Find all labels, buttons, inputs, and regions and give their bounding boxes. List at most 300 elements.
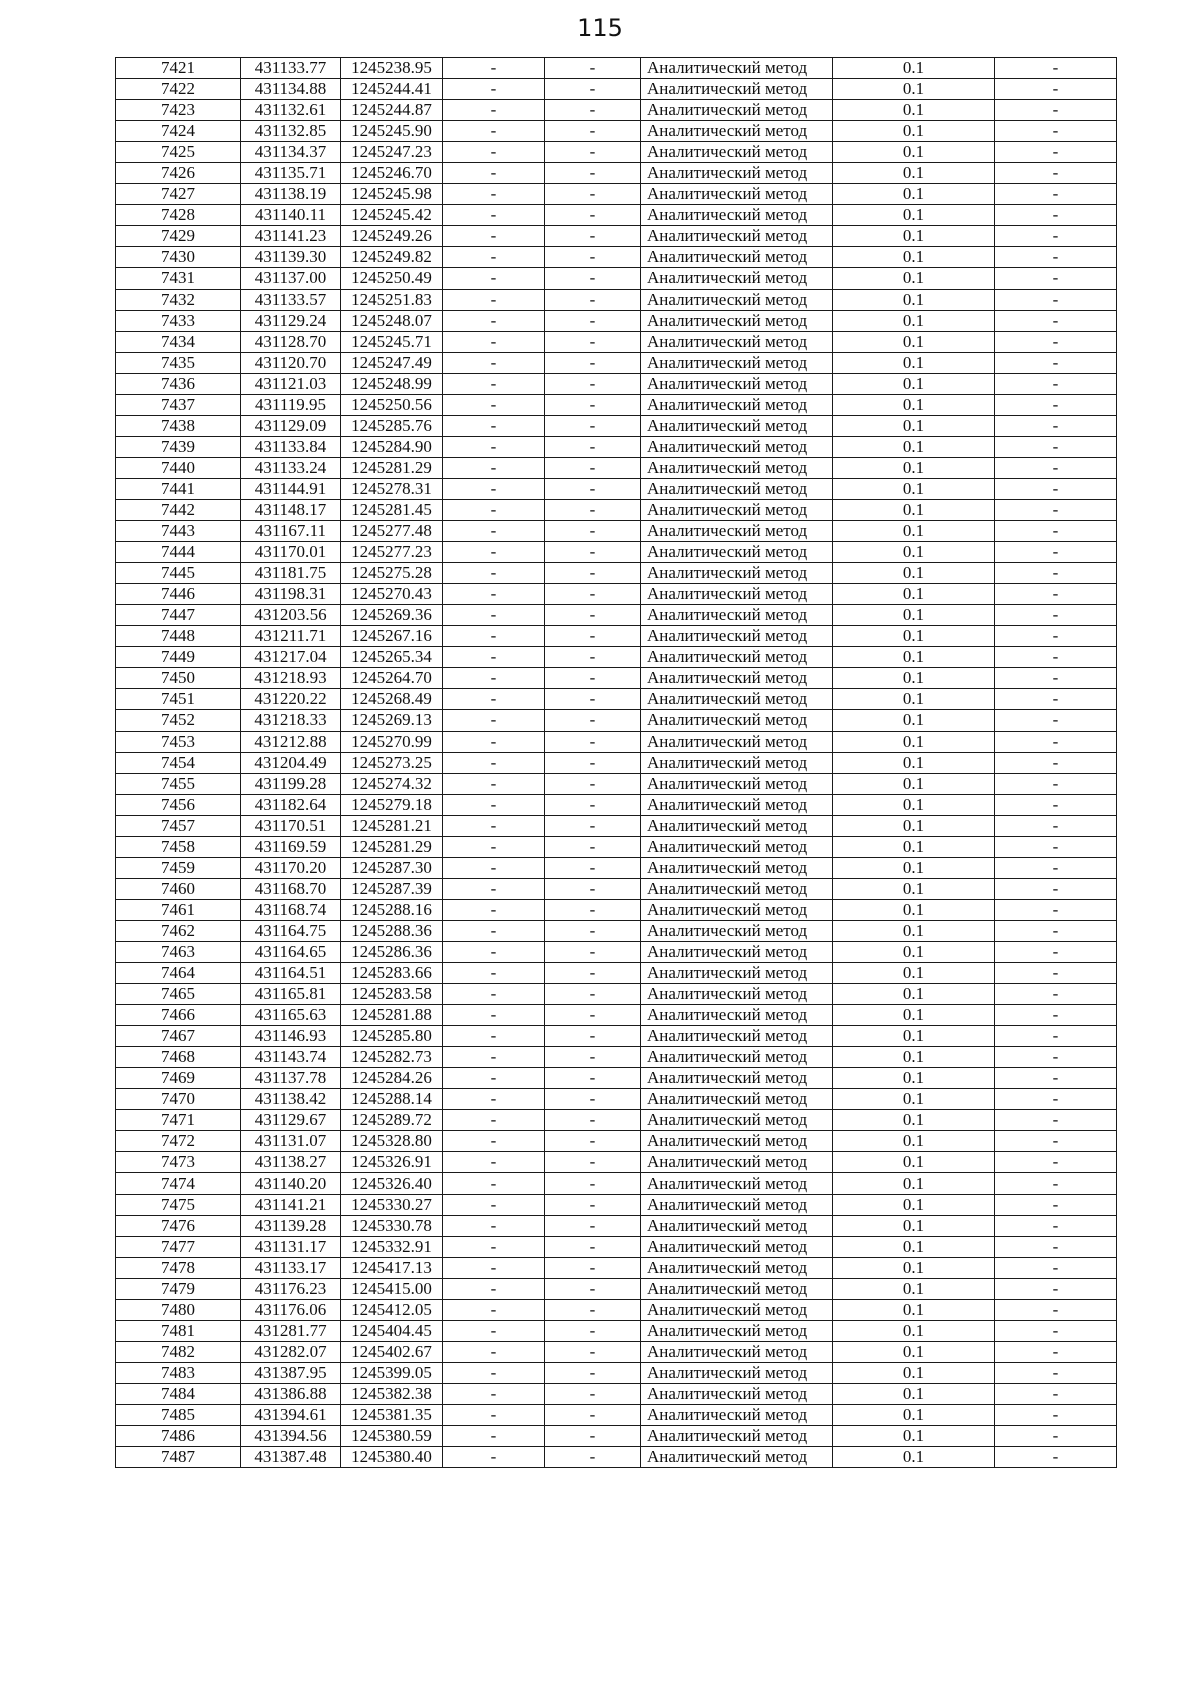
point-number-cell: 7469: [116, 1068, 241, 1089]
table-row: [116, 689, 1117, 710]
accuracy-cell: 0.1: [833, 121, 995, 142]
dash-cell: -: [443, 1110, 545, 1131]
accuracy-cell: 0.1: [833, 1236, 995, 1257]
method-cell: Аналитический метод: [641, 163, 833, 184]
accuracy-cell: 0.1: [833, 984, 995, 1005]
table-row: [116, 752, 1117, 773]
dash-cell: -: [443, 121, 545, 142]
dash-cell: -: [443, 1320, 545, 1341]
table-row: [116, 605, 1117, 626]
x-coordinate-cell: 431182.64: [241, 794, 341, 815]
dash-cell: -: [545, 689, 641, 710]
y-coordinate-cell: 1245285.80: [341, 1026, 443, 1047]
dash-cell: -: [995, 1362, 1117, 1383]
method-cell: Аналитический метод: [641, 1405, 833, 1426]
accuracy-cell: 0.1: [833, 142, 995, 163]
table-row: [116, 563, 1117, 584]
dash-cell: -: [443, 773, 545, 794]
table-row: [116, 268, 1117, 289]
dash-cell: -: [995, 1215, 1117, 1236]
accuracy-cell: 0.1: [833, 836, 995, 857]
y-coordinate-cell: 1245382.38: [341, 1383, 443, 1404]
dash-cell: -: [995, 563, 1117, 584]
method-cell: Аналитический метод: [641, 857, 833, 878]
x-coordinate-cell: 431143.74: [241, 1047, 341, 1068]
dash-cell: -: [443, 899, 545, 920]
accuracy-cell: 0.1: [833, 710, 995, 731]
method-cell: Аналитический метод: [641, 668, 833, 689]
method-cell: Аналитический метод: [641, 1426, 833, 1447]
dash-cell: -: [545, 1131, 641, 1152]
dash-cell: -: [443, 857, 545, 878]
dash-cell: -: [545, 436, 641, 457]
dash-cell: -: [545, 1089, 641, 1110]
table-row: [116, 1173, 1117, 1194]
table-row: [116, 1068, 1117, 1089]
point-number-cell: 7448: [116, 626, 241, 647]
dash-cell: -: [443, 1026, 545, 1047]
dash-cell: -: [545, 963, 641, 984]
accuracy-cell: 0.1: [833, 920, 995, 941]
dash-cell: -: [443, 1447, 545, 1468]
dash-cell: -: [443, 878, 545, 899]
method-cell: Аналитический метод: [641, 899, 833, 920]
accuracy-cell: 0.1: [833, 478, 995, 499]
point-number-cell: 7428: [116, 205, 241, 226]
point-number-cell: 7427: [116, 184, 241, 205]
method-cell: Аналитический метод: [641, 373, 833, 394]
dash-cell: -: [443, 310, 545, 331]
method-cell: Аналитический метод: [641, 394, 833, 415]
x-coordinate-cell: 431212.88: [241, 731, 341, 752]
y-coordinate-cell: 1245251.83: [341, 289, 443, 310]
accuracy-cell: 0.1: [833, 1299, 995, 1320]
point-number-cell: 7450: [116, 668, 241, 689]
dash-cell: -: [995, 1047, 1117, 1068]
dash-cell: -: [995, 478, 1117, 499]
x-coordinate-cell: 431170.51: [241, 815, 341, 836]
point-number-cell: 7429: [116, 226, 241, 247]
y-coordinate-cell: 1245247.23: [341, 142, 443, 163]
point-number-cell: 7434: [116, 331, 241, 352]
table-row: [116, 1005, 1117, 1026]
y-coordinate-cell: 1245279.18: [341, 794, 443, 815]
dash-cell: -: [545, 373, 641, 394]
dash-cell: -: [545, 1362, 641, 1383]
point-number-cell: 7442: [116, 499, 241, 520]
x-coordinate-cell: 431220.22: [241, 689, 341, 710]
dash-cell: -: [545, 268, 641, 289]
y-coordinate-cell: 1245244.87: [341, 100, 443, 121]
method-cell: Аналитический метод: [641, 352, 833, 373]
dash-cell: -: [545, 1278, 641, 1299]
method-cell: Аналитический метод: [641, 1257, 833, 1278]
dash-cell: -: [995, 1026, 1117, 1047]
x-coordinate-cell: 431132.85: [241, 121, 341, 142]
dash-cell: -: [995, 289, 1117, 310]
point-number-cell: 7468: [116, 1047, 241, 1068]
accuracy-cell: 0.1: [833, 205, 995, 226]
point-number-cell: 7445: [116, 563, 241, 584]
table-row: [116, 163, 1117, 184]
y-coordinate-cell: 1245326.40: [341, 1173, 443, 1194]
method-cell: Аналитический метод: [641, 1194, 833, 1215]
table-row: [116, 1383, 1117, 1404]
dash-cell: -: [545, 984, 641, 1005]
point-number-cell: 7485: [116, 1405, 241, 1426]
point-number-cell: 7466: [116, 1005, 241, 1026]
point-number-cell: 7463: [116, 941, 241, 962]
y-coordinate-cell: 1245402.67: [341, 1341, 443, 1362]
point-number-cell: 7460: [116, 878, 241, 899]
table-row: [116, 1299, 1117, 1320]
accuracy-cell: 0.1: [833, 857, 995, 878]
point-number-cell: 7482: [116, 1341, 241, 1362]
point-number-cell: 7424: [116, 121, 241, 142]
y-coordinate-cell: 1245275.28: [341, 563, 443, 584]
dash-cell: -: [545, 878, 641, 899]
x-coordinate-cell: 431139.28: [241, 1215, 341, 1236]
dash-cell: -: [443, 1131, 545, 1152]
dash-cell: -: [995, 941, 1117, 962]
x-coordinate-cell: 431135.71: [241, 163, 341, 184]
dash-cell: -: [995, 247, 1117, 268]
point-number-cell: 7431: [116, 268, 241, 289]
y-coordinate-cell: 1245267.16: [341, 626, 443, 647]
accuracy-cell: 0.1: [833, 1089, 995, 1110]
x-coordinate-cell: 431387.48: [241, 1447, 341, 1468]
dash-cell: -: [545, 1426, 641, 1447]
y-coordinate-cell: 1245415.00: [341, 1278, 443, 1299]
point-number-cell: 7462: [116, 920, 241, 941]
y-coordinate-cell: 1245328.80: [341, 1131, 443, 1152]
method-cell: Аналитический метод: [641, 1068, 833, 1089]
y-coordinate-cell: 1245287.39: [341, 878, 443, 899]
table-row: [116, 941, 1117, 962]
accuracy-cell: 0.1: [833, 331, 995, 352]
dash-cell: -: [995, 1068, 1117, 1089]
method-cell: Аналитический метод: [641, 984, 833, 1005]
table-row: [116, 857, 1117, 878]
page-number: 115: [577, 14, 623, 42]
dash-cell: -: [443, 394, 545, 415]
table-row: [116, 205, 1117, 226]
x-coordinate-cell: 431164.75: [241, 920, 341, 941]
dash-cell: -: [995, 1110, 1117, 1131]
x-coordinate-cell: 431217.04: [241, 647, 341, 668]
y-coordinate-cell: 1245330.27: [341, 1194, 443, 1215]
dash-cell: -: [995, 1173, 1117, 1194]
dash-cell: -: [443, 268, 545, 289]
method-cell: Аналитический метод: [641, 79, 833, 100]
method-cell: Аналитический метод: [641, 1089, 833, 1110]
table-row: [116, 394, 1117, 415]
x-coordinate-cell: 431282.07: [241, 1341, 341, 1362]
table-row: [116, 668, 1117, 689]
dash-cell: -: [545, 1152, 641, 1173]
point-number-cell: 7447: [116, 605, 241, 626]
y-coordinate-cell: 1245277.48: [341, 521, 443, 542]
table-row: [116, 1047, 1117, 1068]
dash-cell: -: [995, 499, 1117, 520]
y-coordinate-cell: 1245281.29: [341, 836, 443, 857]
dash-cell: -: [995, 1299, 1117, 1320]
x-coordinate-cell: 431199.28: [241, 773, 341, 794]
dash-cell: -: [443, 984, 545, 1005]
accuracy-cell: 0.1: [833, 542, 995, 563]
y-coordinate-cell: 1245281.29: [341, 457, 443, 478]
y-coordinate-cell: 1245283.58: [341, 984, 443, 1005]
accuracy-cell: 0.1: [833, 394, 995, 415]
accuracy-cell: 0.1: [833, 58, 995, 79]
x-coordinate-cell: 431132.61: [241, 100, 341, 121]
x-coordinate-cell: 431140.20: [241, 1173, 341, 1194]
y-coordinate-cell: 1245278.31: [341, 478, 443, 499]
dash-cell: -: [545, 920, 641, 941]
x-coordinate-cell: 431394.56: [241, 1426, 341, 1447]
dash-cell: -: [443, 415, 545, 436]
table-body: [116, 58, 1117, 1468]
x-coordinate-cell: 431128.70: [241, 331, 341, 352]
dash-cell: -: [545, 857, 641, 878]
point-number-cell: 7467: [116, 1026, 241, 1047]
dash-cell: -: [545, 1299, 641, 1320]
table-row: [116, 626, 1117, 647]
accuracy-cell: 0.1: [833, 79, 995, 100]
dash-cell: -: [443, 247, 545, 268]
dash-cell: -: [995, 373, 1117, 394]
x-coordinate-cell: 431168.70: [241, 878, 341, 899]
table-row: [116, 478, 1117, 499]
dash-cell: -: [995, 899, 1117, 920]
dash-cell: -: [995, 878, 1117, 899]
table-row: [116, 899, 1117, 920]
point-number-cell: 7486: [116, 1426, 241, 1447]
y-coordinate-cell: 1245288.16: [341, 899, 443, 920]
x-coordinate-cell: 431386.88: [241, 1383, 341, 1404]
table-row: [116, 984, 1117, 1005]
method-cell: Аналитический метод: [641, 142, 833, 163]
dash-cell: -: [545, 184, 641, 205]
method-cell: Аналитический метод: [641, 289, 833, 310]
point-number-cell: 7437: [116, 394, 241, 415]
x-coordinate-cell: 431181.75: [241, 563, 341, 584]
dash-cell: -: [995, 1131, 1117, 1152]
dash-cell: -: [995, 1194, 1117, 1215]
table-row: [116, 331, 1117, 352]
accuracy-cell: 0.1: [833, 1173, 995, 1194]
dash-cell: -: [443, 1299, 545, 1320]
dash-cell: -: [545, 226, 641, 247]
method-cell: Аналитический метод: [641, 1026, 833, 1047]
point-number-cell: 7443: [116, 521, 241, 542]
dash-cell: -: [443, 289, 545, 310]
dash-cell: -: [545, 1215, 641, 1236]
dash-cell: -: [545, 289, 641, 310]
y-coordinate-cell: 1245269.36: [341, 605, 443, 626]
y-coordinate-cell: 1245277.23: [341, 542, 443, 563]
y-coordinate-cell: 1245249.26: [341, 226, 443, 247]
method-cell: Аналитический метод: [641, 184, 833, 205]
method-cell: Аналитический метод: [641, 752, 833, 773]
dash-cell: -: [545, 1047, 641, 1068]
x-coordinate-cell: 431165.81: [241, 984, 341, 1005]
dash-cell: -: [443, 794, 545, 815]
x-coordinate-cell: 431170.01: [241, 542, 341, 563]
y-coordinate-cell: 1245330.78: [341, 1215, 443, 1236]
dash-cell: -: [443, 184, 545, 205]
method-cell: Аналитический метод: [641, 1152, 833, 1173]
accuracy-cell: 0.1: [833, 773, 995, 794]
accuracy-cell: 0.1: [833, 878, 995, 899]
dash-cell: -: [545, 352, 641, 373]
dash-cell: -: [443, 163, 545, 184]
x-coordinate-cell: 431394.61: [241, 1405, 341, 1426]
x-coordinate-cell: 431281.77: [241, 1320, 341, 1341]
dash-cell: -: [995, 584, 1117, 605]
dash-cell: -: [443, 1173, 545, 1194]
x-coordinate-cell: 431131.17: [241, 1236, 341, 1257]
dash-cell: -: [443, 352, 545, 373]
x-coordinate-cell: 431170.20: [241, 857, 341, 878]
dash-cell: -: [995, 331, 1117, 352]
x-coordinate-cell: 431134.37: [241, 142, 341, 163]
dash-cell: -: [443, 1383, 545, 1404]
y-coordinate-cell: 1245284.90: [341, 436, 443, 457]
accuracy-cell: 0.1: [833, 941, 995, 962]
y-coordinate-cell: 1245249.82: [341, 247, 443, 268]
y-coordinate-cell: 1245244.41: [341, 79, 443, 100]
accuracy-cell: 0.1: [833, 647, 995, 668]
method-cell: Аналитический метод: [641, 605, 833, 626]
dash-cell: -: [545, 815, 641, 836]
table-row: [116, 415, 1117, 436]
dash-cell: -: [443, 1362, 545, 1383]
dash-cell: -: [443, 941, 545, 962]
accuracy-cell: 0.1: [833, 626, 995, 647]
dash-cell: -: [995, 731, 1117, 752]
x-coordinate-cell: 431164.51: [241, 963, 341, 984]
point-number-cell: 7423: [116, 100, 241, 121]
method-cell: Аналитический метод: [641, 436, 833, 457]
dash-cell: -: [443, 836, 545, 857]
accuracy-cell: 0.1: [833, 963, 995, 984]
table-row: [116, 1131, 1117, 1152]
dash-cell: -: [443, 205, 545, 226]
table-row: [116, 920, 1117, 941]
point-number-cell: 7475: [116, 1194, 241, 1215]
method-cell: Аналитический метод: [641, 563, 833, 584]
y-coordinate-cell: 1245248.07: [341, 310, 443, 331]
dash-cell: -: [545, 394, 641, 415]
y-coordinate-cell: 1245381.35: [341, 1405, 443, 1426]
point-number-cell: 7487: [116, 1447, 241, 1468]
point-number-cell: 7481: [116, 1320, 241, 1341]
dash-cell: -: [443, 731, 545, 752]
table-row: [116, 184, 1117, 205]
dash-cell: -: [545, 899, 641, 920]
y-coordinate-cell: 1245250.56: [341, 394, 443, 415]
accuracy-cell: 0.1: [833, 1257, 995, 1278]
accuracy-cell: 0.1: [833, 563, 995, 584]
dash-cell: -: [995, 710, 1117, 731]
accuracy-cell: 0.1: [833, 1341, 995, 1362]
table-row: [116, 878, 1117, 899]
accuracy-cell: 0.1: [833, 1026, 995, 1047]
x-coordinate-cell: 431148.17: [241, 499, 341, 520]
dash-cell: -: [545, 1068, 641, 1089]
method-cell: Аналитический метод: [641, 499, 833, 520]
point-number-cell: 7449: [116, 647, 241, 668]
y-coordinate-cell: 1245399.05: [341, 1362, 443, 1383]
dash-cell: -: [443, 521, 545, 542]
y-coordinate-cell: 1245284.26: [341, 1068, 443, 1089]
dash-cell: -: [995, 963, 1117, 984]
method-cell: Аналитический метод: [641, 1173, 833, 1194]
y-coordinate-cell: 1245412.05: [341, 1299, 443, 1320]
dash-cell: -: [545, 647, 641, 668]
dash-cell: -: [545, 163, 641, 184]
table-row: [116, 457, 1117, 478]
point-number-cell: 7446: [116, 584, 241, 605]
x-coordinate-cell: 431134.88: [241, 79, 341, 100]
accuracy-cell: 0.1: [833, 352, 995, 373]
dash-cell: -: [995, 58, 1117, 79]
method-cell: Аналитический метод: [641, 836, 833, 857]
dash-cell: -: [545, 668, 641, 689]
dash-cell: -: [545, 1173, 641, 1194]
accuracy-cell: 0.1: [833, 668, 995, 689]
dash-cell: -: [443, 499, 545, 520]
method-cell: Аналитический метод: [641, 689, 833, 710]
accuracy-cell: 0.1: [833, 731, 995, 752]
method-cell: Аналитический метод: [641, 205, 833, 226]
y-coordinate-cell: 1245245.90: [341, 121, 443, 142]
dash-cell: -: [443, 647, 545, 668]
y-coordinate-cell: 1245270.43: [341, 584, 443, 605]
dash-cell: -: [995, 226, 1117, 247]
x-coordinate-cell: 431137.78: [241, 1068, 341, 1089]
dash-cell: -: [545, 1447, 641, 1468]
y-coordinate-cell: 1245245.98: [341, 184, 443, 205]
dash-cell: -: [545, 331, 641, 352]
coordinates-table: [115, 57, 1117, 1468]
point-number-cell: 7439: [116, 436, 241, 457]
dash-cell: -: [545, 1194, 641, 1215]
accuracy-cell: 0.1: [833, 373, 995, 394]
dash-cell: -: [545, 563, 641, 584]
y-coordinate-cell: 1245246.70: [341, 163, 443, 184]
dash-cell: -: [995, 668, 1117, 689]
dash-cell: -: [545, 1405, 641, 1426]
dash-cell: -: [995, 121, 1117, 142]
accuracy-cell: 0.1: [833, 268, 995, 289]
method-cell: Аналитический метод: [641, 963, 833, 984]
point-number-cell: 7474: [116, 1173, 241, 1194]
method-cell: Аналитический метод: [641, 542, 833, 563]
method-cell: Аналитический метод: [641, 1320, 833, 1341]
point-number-cell: 7451: [116, 689, 241, 710]
y-coordinate-cell: 1245265.34: [341, 647, 443, 668]
dash-cell: -: [545, 1236, 641, 1257]
method-cell: Аналитический метод: [641, 1299, 833, 1320]
x-coordinate-cell: 431167.11: [241, 521, 341, 542]
x-coordinate-cell: 431164.65: [241, 941, 341, 962]
method-cell: Аналитический метод: [641, 1131, 833, 1152]
dash-cell: -: [545, 1005, 641, 1026]
point-number-cell: 7464: [116, 963, 241, 984]
method-cell: Аналитический метод: [641, 1362, 833, 1383]
